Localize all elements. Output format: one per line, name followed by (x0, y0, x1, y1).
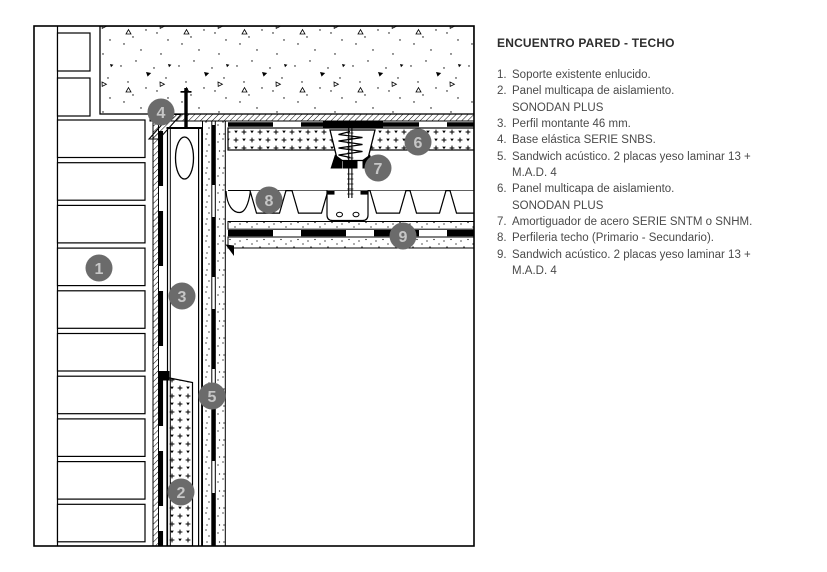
ceiling-elastic-strip (150, 114, 474, 121)
svg-text:9: 9 (398, 228, 408, 246)
legend-item-3: 3. Perfil montante 46 mm. (497, 118, 631, 131)
svg-text:3: 3 (177, 288, 187, 306)
anchor-plate (323, 122, 383, 129)
callout-7 (365, 155, 392, 182)
callout-1 (86, 255, 113, 282)
corner-bracket (226, 245, 235, 257)
legend-item-9-cont: M.A.D. 4 (512, 265, 557, 278)
wall-acoustic-sandwich (203, 121, 226, 546)
legend-item-9: 9. Sandwich acústico. 2 placas yeso laminar 13 + (497, 248, 751, 261)
callout-6 (405, 129, 432, 156)
legend (497, 37, 819, 279)
legend-item-2-cont: SONODAN PLUS (512, 101, 604, 114)
legend-item-8: 8. Perfileria techo (Primario - Secundario). (497, 232, 714, 245)
callout-3 (169, 283, 196, 310)
wall-plaster-strip (153, 121, 161, 546)
stud-slot-hole (176, 137, 194, 179)
svg-text:4: 4 (156, 104, 166, 122)
legend-item-4: 4. Base elástica SERIE SNBS. (497, 134, 656, 147)
callout-4 (148, 99, 175, 126)
callout-5 (199, 383, 226, 410)
legend-item-2: 2. Panel multicapa de aislamiento. (497, 85, 675, 98)
legend-item-7: 7. Amortiguador de acero SERIE SNTM o SNHM. (497, 216, 753, 229)
secondary-profile-channel (327, 191, 368, 221)
page-title: ENCUENTRO PARED - TECHO (497, 36, 675, 50)
svg-text:2: 2 (176, 484, 186, 502)
callout-9 (390, 223, 417, 250)
svg-text:5: 5 (207, 388, 217, 406)
callout-2 (168, 479, 195, 506)
callout-8 (256, 187, 283, 214)
legend-item-1: 1. Soporte existente enlucido. (497, 69, 651, 81)
ceiling-acoustic-sandwich (226, 222, 475, 257)
legend-item-5-cont: M.A.D. 4 (512, 167, 557, 180)
legend-item-6: 6. Panel multicapa de aislamiento. (497, 183, 675, 196)
svg-text:6: 6 (413, 134, 423, 152)
legend-item-5: 5. Sandwich acústico. 2 placas yeso laminar 13 + (497, 150, 751, 163)
legend-item-6-cont: SONODAN PLUS (512, 199, 604, 212)
svg-text:1: 1 (94, 260, 104, 278)
svg-text:8: 8 (264, 192, 274, 210)
svg-text:7: 7 (373, 160, 383, 178)
insulation-panel-wall (163, 371, 193, 546)
anchor-bolt (184, 88, 187, 128)
